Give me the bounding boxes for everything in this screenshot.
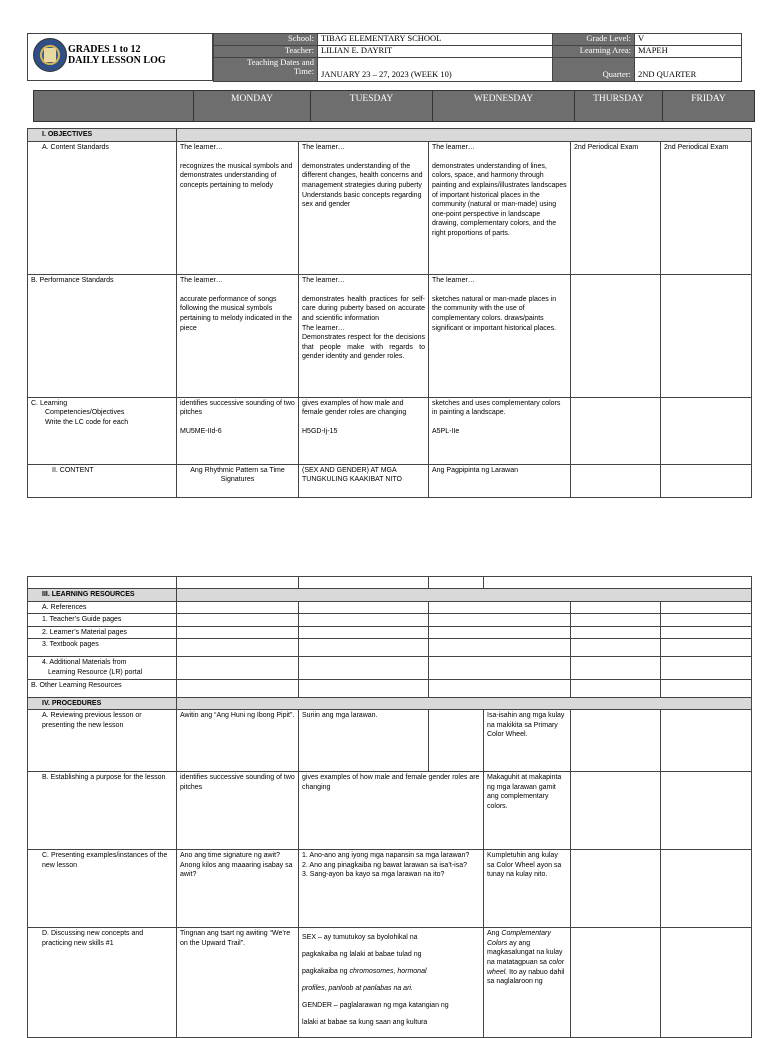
deped-seal-icon	[33, 38, 67, 72]
school-value: TIBAG ELEMENTARY SCHOOL	[318, 34, 553, 46]
school-label: School:	[214, 34, 318, 46]
procedures-heading: IV. PROCEDURES	[28, 697, 177, 710]
objectives-heading: I. OBJECTIVES	[28, 129, 177, 142]
row-a-label: A. Reviewing previous lesson or presenting the new lesson	[28, 710, 177, 772]
performance-standards-thursday	[571, 274, 661, 397]
header-table	[213, 33, 742, 82]
t2-top-blank-2	[299, 577, 429, 589]
form-title-line2: DAILY LESSON LOG	[68, 55, 166, 66]
comp-tue-code: H5GD-Ij-15	[302, 428, 338, 436]
teacher-value: LILIAN E. DAYRIT	[318, 46, 553, 58]
day-header-bar	[33, 90, 755, 122]
dates-label-line2: Time:	[293, 66, 314, 76]
day-friday: FRIDAY	[663, 91, 755, 122]
rd-tue-2: pagkakaiba ng lalaki at babae tulad ng	[302, 951, 422, 959]
or-c1	[177, 679, 299, 697]
other-resources-label: B. Other Learning Resources	[28, 679, 177, 697]
rd-tue-1: SEX – ay tumutukoy sa byolohikal na	[302, 934, 418, 942]
comp-label-2: Competencies/Objectives	[45, 409, 125, 417]
comp-label-3: Write the LC code for each	[45, 418, 129, 426]
ref-c4	[571, 601, 661, 614]
grade-value: V	[635, 34, 742, 46]
quarter-value: 2ND QUARTER	[635, 58, 742, 82]
content-monday: Ang Rhythmic Pattern sa Time Signatures	[177, 464, 299, 497]
tb-c2	[299, 639, 429, 657]
add-mat-line1: 4. Additional Materials from	[42, 659, 127, 667]
learners-material-label: 2. Learner’s Material pages	[28, 626, 177, 639]
dates-value: JANUARY 23 – 27, 2023 (WEEK 10)	[318, 58, 553, 82]
content-tuesday: (SEX AND GENDER) AT MGA TUNGKULING KAAKIBAT NITO	[299, 464, 429, 497]
am-c5	[661, 657, 752, 679]
lm-c1	[177, 626, 299, 639]
day-wednesday: WEDNESDAY	[433, 91, 575, 122]
add-mat-line2: Learning Resource (LR) portal	[48, 668, 143, 676]
am-c1	[177, 657, 299, 679]
rd-tue-4: profiles, panloob at panlabas na ari.	[302, 985, 413, 993]
row-a-tuesday: Suriin ang mga larawan.	[299, 710, 429, 772]
rc-mon-1: Ano ang time signature ng awit?	[180, 852, 281, 860]
competencies-wednesday	[429, 397, 571, 464]
row-d-label: D. Discussing new concepts and practicing new skills #1	[28, 928, 177, 1038]
content-friday	[661, 464, 752, 497]
rd-tue-6: lalaki at babae sa kung saan ang kultura	[302, 1019, 428, 1027]
rc-tue-2: 2. Ano ang pinagkaiba ng bawat larawan sa isa’t-isa?	[302, 861, 467, 869]
cs-wed-intro: The learner…	[432, 143, 475, 151]
day-blank	[34, 91, 194, 122]
form-title-line1: GRADES 1 to 12	[68, 44, 141, 55]
comp-wed-code: A5PL-IIe	[432, 428, 460, 436]
t2-top-blank-1	[177, 577, 299, 589]
comp-label-1: C. Learning	[31, 399, 68, 407]
day-tuesday: TUESDAY	[311, 91, 433, 122]
row-a-monday: Awitin ang “Ang Huni ng Ibong Pipit”.	[177, 710, 299, 772]
tg-c2	[299, 614, 429, 627]
performance-standards-wednesday	[429, 274, 571, 397]
ps-tue-text2: Demonstrates respect for the decisions that people make with regards to gender identity and gender roles.	[302, 334, 425, 361]
area-label: Learning Area:	[553, 46, 635, 58]
content-standards-wednesday	[429, 141, 571, 274]
am-c2	[299, 657, 429, 679]
content-wednesday: Ang Pagpipinta ng Larawan	[429, 464, 571, 497]
cs-mon-intro: The learner…	[180, 143, 223, 151]
comp-mon-code: MU5ME-IId-6	[180, 428, 222, 436]
logo-block	[27, 33, 213, 81]
ref-c2	[299, 601, 429, 614]
am-c3	[429, 657, 571, 679]
ps-mon-text: accurate performance of songs following the musical symbols pertaining to melody indicated in the piece	[180, 295, 293, 332]
row-b-tuesday: gives examples of how male and female gender roles are changing	[299, 772, 484, 850]
rd-wed-4: color wheel.	[487, 958, 565, 976]
row-b-friday	[661, 772, 752, 850]
row-d-monday: Tingnan ang tsart ng awiting “We’re on the Upward Trail”.	[177, 928, 299, 1038]
row-a-thursday	[571, 710, 661, 772]
procedures-heading-blank	[177, 697, 752, 710]
dates-label	[214, 58, 318, 82]
competencies-friday	[661, 397, 752, 464]
references-label: A. References	[28, 601, 177, 614]
textbook-label: 3. Textbook pages	[28, 639, 177, 657]
or-c2	[299, 679, 429, 697]
content-label: II. CONTENT	[28, 464, 177, 497]
tb-c3	[429, 639, 571, 657]
ps-tue-text: demonstrates health practices for self-care during puberty based on accurate and scientific information	[302, 295, 425, 322]
rc-tue-3: 3. Sang-ayon ba kayo sa mga larawan na ito?	[302, 871, 445, 879]
t2-top-blank-3	[429, 577, 484, 589]
day-monday: MONDAY	[194, 91, 311, 122]
competencies-label	[28, 397, 177, 464]
row-c-wednesday: Kumpletuhin ang kulay sa Color Wheel ayon sa tunay na kulay nito.	[484, 850, 571, 928]
objectives-table	[27, 128, 752, 498]
lm-c5	[661, 626, 752, 639]
row-c-monday	[177, 850, 299, 928]
ps-mon-intro: The learner…	[180, 276, 223, 284]
row-d-wednesday	[484, 928, 571, 1038]
rd-tue-3b: chromosomes, hormonal	[349, 968, 427, 976]
row-d-tuesday	[299, 928, 484, 1038]
content-standards-label: A. Content Standards	[28, 141, 177, 274]
or-c5	[661, 679, 752, 697]
ps-wed-intro: The learner…	[432, 276, 475, 284]
performance-standards-tuesday	[299, 274, 429, 397]
comp-mon-text: identifies successive sounding of two pitches	[180, 399, 295, 417]
tg-c5	[661, 614, 752, 627]
ref-c1	[177, 601, 299, 614]
performance-standards-label: B. Performance Standards	[28, 274, 177, 397]
objectives-heading-blank	[177, 129, 752, 142]
content-standards-monday	[177, 141, 299, 274]
lm-c2	[299, 626, 429, 639]
or-c3	[429, 679, 571, 697]
row-b-wednesday: Makaguhit at makapinta ng mga larawan gamit ang complementary colors.	[484, 772, 571, 850]
ps-tue-intro: The learner…	[302, 276, 345, 284]
cs-tue-text: demonstrates understanding of the different changes, health concerns and management strategies during puberty Understands basic concepts regarding sex and gender	[302, 162, 423, 209]
rc-tue-1: 1. Ano-ano ang iyong mga napansin sa mga larawan?	[302, 852, 470, 860]
rd-tue-5: GENDER – paglalarawan ng mga katangian ng	[302, 1002, 449, 1010]
content-thursday	[571, 464, 661, 497]
content-standards-thursday: 2nd Periodical Exam	[571, 141, 661, 274]
content-standards-friday: 2nd Periodical Exam	[661, 141, 752, 274]
row-c-tuesday	[299, 850, 484, 928]
row-d-friday	[661, 928, 752, 1038]
tg-c1	[177, 614, 299, 627]
competencies-thursday	[571, 397, 661, 464]
row-b-thursday	[571, 772, 661, 850]
comp-wed-text: sketches and uses complementary colors in painting a landscape.	[432, 399, 561, 417]
quarter-label: Quarter:	[553, 58, 635, 82]
competencies-tuesday	[299, 397, 429, 464]
row-c-label: C. Presenting examples/instances of the new lesson	[28, 850, 177, 928]
day-thursday: THURSDAY	[575, 91, 663, 122]
t2-top-blank-4	[484, 577, 752, 589]
rd-wed-5: Ito ay nabuo dahil sa naglalaroon ng	[487, 968, 565, 986]
lm-c3	[429, 626, 571, 639]
ps-wed-text: sketches natural or man-made places in the community with the use of complementary colors. draws/paints significant or important historical places.	[432, 295, 557, 332]
or-c4	[571, 679, 661, 697]
content-standards-tuesday	[299, 141, 429, 274]
tg-c4	[571, 614, 661, 627]
teachers-guide-label: 1. Teacher’s Guide pages	[28, 614, 177, 627]
rd-wed-2: Complementary Colors	[487, 930, 551, 947]
ref-c5	[661, 601, 752, 614]
cs-mon-text: recognizes the musical symbols and demonstrates understanding of concepts pertaining to melody	[180, 162, 293, 189]
row-b-label: B. Establishing a purpose for the lesson	[28, 772, 177, 850]
procedures-table	[27, 576, 752, 1038]
am-c4	[571, 657, 661, 679]
row-c-friday	[661, 850, 752, 928]
additional-materials-label	[28, 657, 177, 679]
form-title	[68, 44, 166, 66]
t2-top-blank-0	[28, 577, 177, 589]
dates-label-line1: Teaching Dates and	[247, 57, 314, 67]
rd-tue-3	[302, 963, 480, 980]
teacher-label: Teacher:	[214, 46, 318, 58]
lm-c4	[571, 626, 661, 639]
area-value: MAPEH	[635, 46, 742, 58]
rd-tue-3a: pagkakaiba ng	[302, 968, 350, 976]
performance-standards-friday	[661, 274, 752, 397]
rd-wed-1: Ang	[487, 930, 502, 938]
row-c-thursday	[571, 850, 661, 928]
row-d-thursday	[571, 928, 661, 1038]
row-b-monday: identifies successive sounding of two pitches	[177, 772, 299, 850]
resources-heading-blank	[177, 589, 752, 602]
comp-tue-text: gives examples of how male and female gender roles are changing	[302, 399, 407, 417]
performance-standards-monday	[177, 274, 299, 397]
cs-wed-text: demonstrates understanding of lines, colors, space, and harmony through painting and explains/illustrates landscapes of important historical places in the community (natural or man-made) using one-point perspective in landscape drawing, complementary colors, and the right proportions of parts.	[432, 162, 567, 237]
ref-c3	[429, 601, 571, 614]
row-a-blank	[429, 710, 484, 772]
ps-tue-intro2: The learner…	[302, 324, 345, 332]
rd-wed-3: ay ang magkasalungat na kulay na matatagpuan sa	[487, 939, 563, 966]
rc-mon-2: Anong kilos ang maaaring isabay sa awit?	[180, 861, 293, 879]
resources-heading: III. LEARNING RESOURCES	[28, 589, 177, 602]
row-a-wednesday: Isa-isahin ang mga kulay na makikita sa Primary Color Wheel.	[484, 710, 571, 772]
grade-label: Grade Level:	[553, 34, 635, 46]
row-a-friday	[661, 710, 752, 772]
tb-c5	[661, 639, 752, 657]
tb-c1	[177, 639, 299, 657]
tg-c3	[429, 614, 571, 627]
tb-c4	[571, 639, 661, 657]
competencies-monday	[177, 397, 299, 464]
cs-tue-intro: The learner…	[302, 143, 345, 151]
